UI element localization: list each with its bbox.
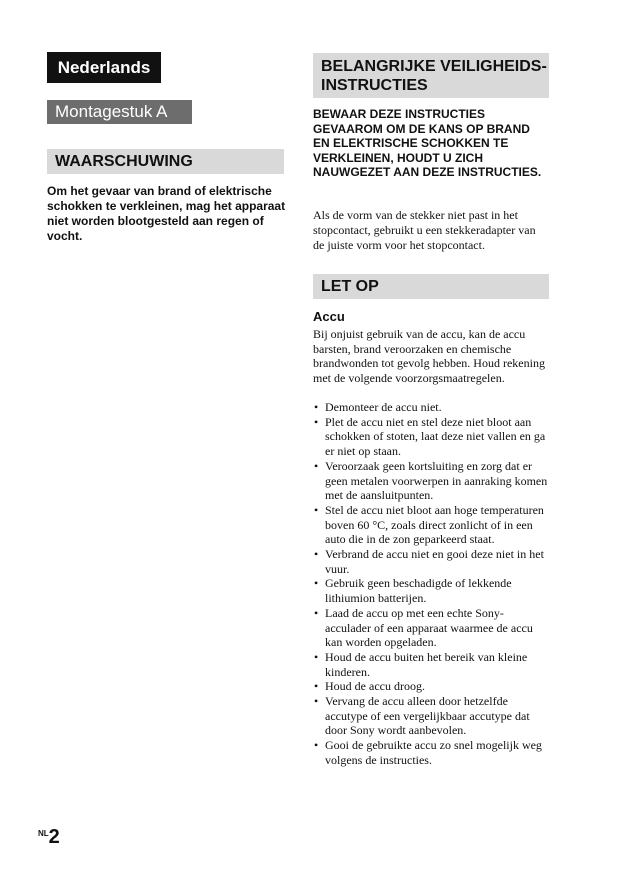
safety-heading: BEWAAR DEZE INSTRUCTIES GEVAAROM OM DE KANS OP BRAND EN ELEKTRISCHE SCHOKKEN TE VERKLEINEN, HOUDT U ZICH NAUWGEZET AAN DEZE INSTRUCTIES. (313, 107, 542, 179)
caution-title: LET OP (313, 274, 549, 299)
list-item (313, 694, 549, 738)
safety-body: Als de vorm van de stekker niet past in het stopcontact, gebruikt u een stekkeradapter van de juiste vorm voor het stopcontact. (313, 208, 536, 252)
bullet: • (314, 649, 319, 664)
list-item (313, 650, 549, 679)
list-item-text: Verbrand de accu niet en gooi deze niet in het vuur. (325, 547, 544, 576)
language-tab: Nederlands (47, 52, 161, 83)
list-item-text: Houd de accu droog. (325, 679, 425, 694)
page-number-value: 2 (48, 826, 60, 848)
warning-title: WAARSCHUWING (47, 149, 284, 174)
page-prefix: NL (38, 829, 49, 838)
bullet: • (314, 400, 319, 414)
list-item (313, 576, 549, 605)
bullet: • (314, 576, 319, 591)
list-item-text: Demonteer de accu niet. (325, 400, 442, 414)
bullet: • (314, 605, 319, 620)
accu-precautions-list (313, 400, 549, 768)
list-item-text: Stel de accu niet bloot aan hoge temperaturen boven 60 °C, zoals direct zonlicht of in een auto die in de zon geparkeerd staat. (325, 502, 544, 547)
list-item-text: Vervang de accu alleen door hetzelfde accutype of een vergelijkbaar accutype dat door Sony wordt aanbevolen. (325, 694, 530, 738)
list-item (313, 503, 549, 547)
list-item (313, 738, 549, 767)
list-item (313, 679, 549, 694)
accu-subtitle: Accu (313, 309, 345, 324)
list-item-text: Veroorzaak geen kortsluiting en zorg dat er geen metalen voorwerpen in aanraking komen met de aansluitpunten. (325, 458, 548, 503)
list-item-text: Plet de accu niet en stel deze niet bloot aan schokken of stoten, laat deze niet vallen en ga er niet op staan. (325, 414, 546, 459)
list-item-text: Laad de accu op met een echte Sony-acculader of een apparaat waarmee de accu kan worden opgeladen. (325, 605, 533, 650)
list-item-text: Houd de accu buiten het bereik van kleine kinderen. (325, 649, 528, 679)
accu-intro: Bij onjuist gebruik van de accu, kan de accu barsten, brand veroorzaken en chemische brandwonden tot gevolg hebben. Houd rekening met de volgende voorzorgsmaatregelen. (313, 327, 545, 386)
bullet: • (314, 414, 319, 429)
bullet: • (314, 458, 319, 473)
list-item (313, 547, 549, 576)
warning-text: Om het gevaar van brand of elektrische schokken te verkleinen, mag het apparaat niet worden blootgesteld aan regen of vocht. (47, 184, 286, 243)
bullet: • (314, 738, 319, 753)
list-item-text: Gebruik geen beschadigde of lekkende lithiumion batterijen. (325, 576, 512, 606)
list-item (313, 459, 549, 503)
list-item (313, 606, 549, 650)
bullet: • (314, 679, 319, 694)
list-item (313, 400, 549, 415)
bullet: • (314, 547, 319, 562)
page-number (38, 826, 60, 849)
list-item (313, 415, 549, 459)
safety-title: BELANGRIJKE VEILIGHEIDS-INSTRUCTIES (313, 53, 549, 98)
bullet: • (314, 502, 319, 517)
list-item-text: Gooi de gebruikte accu zo snel mogelijk weg volgens de instructies. (325, 738, 542, 767)
mount-label: Montagestuk A (47, 100, 192, 124)
bullet: • (314, 694, 319, 709)
